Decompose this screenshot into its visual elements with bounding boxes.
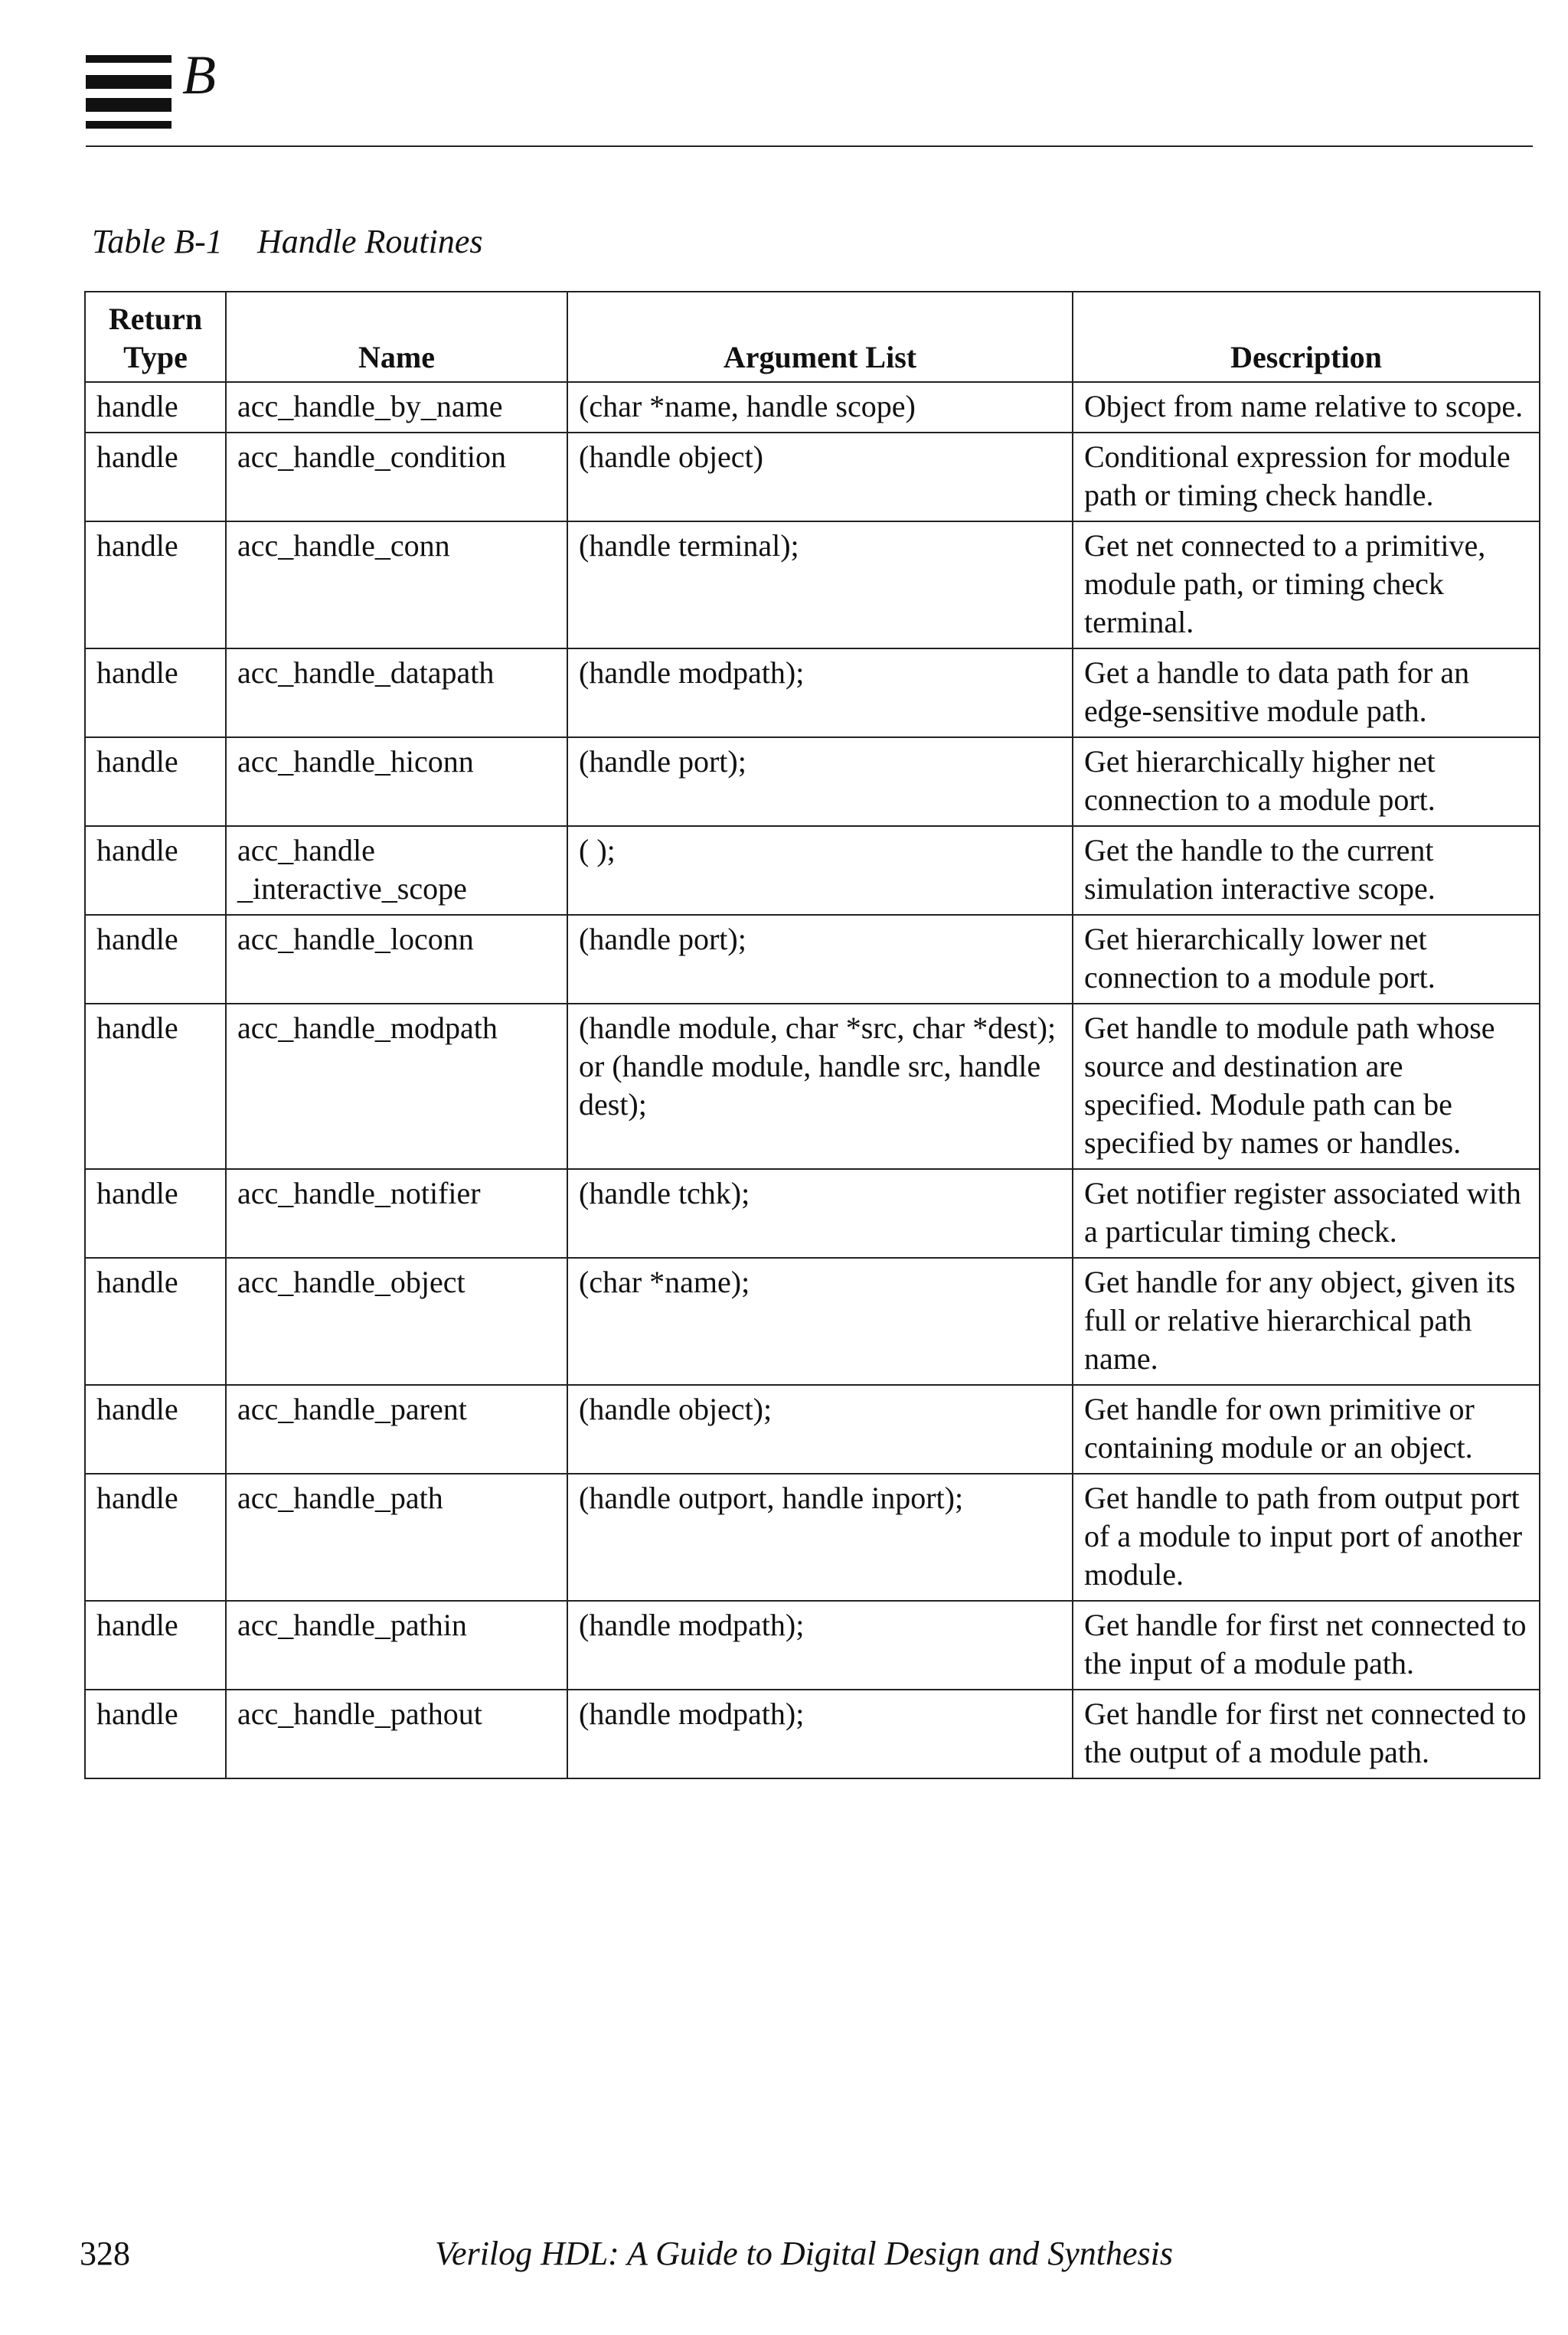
- cell-argument-list: ( );: [567, 826, 1073, 915]
- cell-argument-list: (handle modpath);: [567, 1690, 1073, 1778]
- cell-argument-list: (char *name);: [567, 1258, 1073, 1385]
- cell-return-type: handle: [85, 737, 226, 826]
- table-row: [85, 915, 1540, 1004]
- chapter-letter: B: [182, 44, 216, 106]
- column-header-return-type: Return Type: [85, 292, 226, 382]
- cell-description: Get handle to path from output port of a module to input port of another module.: [1073, 1474, 1540, 1601]
- book-title: Verilog HDL: A Guide to Digital Design and Synthesis: [435, 2235, 1173, 2272]
- cell-description: Get handle for own primitive or containing module or an object.: [1073, 1385, 1540, 1474]
- page-number: 328: [80, 2235, 130, 2272]
- cell-argument-list: (handle port);: [567, 737, 1073, 826]
- column-header-name: Name: [226, 292, 567, 382]
- cell-return-type: handle: [85, 433, 226, 521]
- table-row: [85, 1474, 1540, 1601]
- cell-return-type: handle: [85, 1004, 226, 1169]
- cell-name: acc_handle_loconn: [226, 915, 567, 1004]
- chapter-tab-bars: [86, 55, 172, 129]
- cell-name: acc_handle_by_name: [226, 382, 567, 433]
- cell-description: Conditional expression for module path or timing check handle.: [1073, 433, 1540, 521]
- cell-description: Get net connected to a primitive, module path, or timing check terminal.: [1073, 521, 1540, 648]
- cell-argument-list: (handle object): [567, 433, 1073, 521]
- table-row: [85, 1601, 1540, 1690]
- cell-description: Get the handle to the current simulation interactive scope.: [1073, 826, 1540, 915]
- cell-description: Get handle for any object, given its full or relative hierarchical path name.: [1073, 1258, 1540, 1385]
- table-row: [85, 648, 1540, 737]
- cell-description: Get a handle to data path for an edge-sensitive module path.: [1073, 648, 1540, 737]
- cell-return-type: handle: [85, 1385, 226, 1474]
- cell-return-type: handle: [85, 1474, 226, 1601]
- cell-argument-list: (handle outport, handle inport);: [567, 1474, 1073, 1601]
- table-row: [85, 1258, 1540, 1385]
- cell-name: acc_handle_modpath: [226, 1004, 567, 1169]
- cell-argument-list: (handle modpath);: [567, 648, 1073, 737]
- cell-name: acc_handle_datapath: [226, 648, 567, 737]
- table-row: [85, 382, 1540, 433]
- cell-description: Get hierarchically lower net connection to a module port.: [1073, 915, 1540, 1004]
- cell-description: Get hierarchically higher net connection to a module port.: [1073, 737, 1540, 826]
- cell-return-type: handle: [85, 1690, 226, 1778]
- cell-name: acc_handle_notifier: [226, 1169, 567, 1258]
- cell-argument-list: (char *name, handle scope): [567, 382, 1073, 433]
- cell-return-type: handle: [85, 1601, 226, 1690]
- header-rule: [86, 145, 1533, 147]
- cell-return-type: handle: [85, 521, 226, 648]
- cell-name: acc_handle _interactive_scope: [226, 826, 567, 915]
- cell-description: Get handle for first net connected to the input of a module path.: [1073, 1601, 1540, 1690]
- cell-name: acc_handle_parent: [226, 1385, 567, 1474]
- cell-description: Get notifier register associated with a particular timing check.: [1073, 1169, 1540, 1258]
- table-row: [85, 1385, 1540, 1474]
- cell-description: Get handle for first net connected to the output of a module path.: [1073, 1690, 1540, 1778]
- column-header-argument-list: Argument List: [567, 292, 1073, 382]
- table-row: [85, 1169, 1540, 1258]
- handle-routines-table: [84, 291, 1540, 1779]
- cell-return-type: handle: [85, 1169, 226, 1258]
- cell-argument-list: (handle modpath);: [567, 1601, 1073, 1690]
- cell-return-type: handle: [85, 382, 226, 433]
- table-title: Handle Routines: [257, 223, 483, 260]
- table-body: [85, 382, 1540, 1778]
- table-row: [85, 1004, 1540, 1169]
- cell-return-type: handle: [85, 648, 226, 737]
- cell-name: acc_handle_path: [226, 1474, 567, 1601]
- cell-return-type: handle: [85, 915, 226, 1004]
- cell-name: acc_handle_pathout: [226, 1690, 567, 1778]
- cell-name: acc_handle_pathin: [226, 1601, 567, 1690]
- table-row: [85, 433, 1540, 521]
- cell-description: Get handle to module path whose source and destination are specified. Module path can be specified by names or handles.: [1073, 1004, 1540, 1169]
- cell-return-type: handle: [85, 826, 226, 915]
- cell-argument-list: (handle port);: [567, 915, 1073, 1004]
- table-row: [85, 737, 1540, 826]
- cell-argument-list: (handle object);: [567, 1385, 1073, 1474]
- column-header-description: Description: [1073, 292, 1540, 382]
- table-header-row: [85, 292, 1540, 382]
- cell-name: acc_handle_object: [226, 1258, 567, 1385]
- cell-return-type: handle: [85, 1258, 226, 1385]
- cell-name: acc_handle_conn: [226, 521, 567, 648]
- cell-name: acc_handle_hiconn: [226, 737, 567, 826]
- cell-argument-list: (handle terminal);: [567, 521, 1073, 648]
- table-row: [85, 1690, 1540, 1778]
- table-row: [85, 826, 1540, 915]
- cell-name: acc_handle_condition: [226, 433, 567, 521]
- cell-description: Object from name relative to scope.: [1073, 382, 1540, 433]
- table-number: Table B-1: [92, 223, 223, 260]
- cell-argument-list: (handle tchk);: [567, 1169, 1073, 1258]
- table-caption: [92, 222, 483, 261]
- cell-argument-list: (handle module, char *src, char *dest); or (handle module, handle src, handle dest);: [567, 1004, 1073, 1169]
- table-row: [85, 521, 1540, 648]
